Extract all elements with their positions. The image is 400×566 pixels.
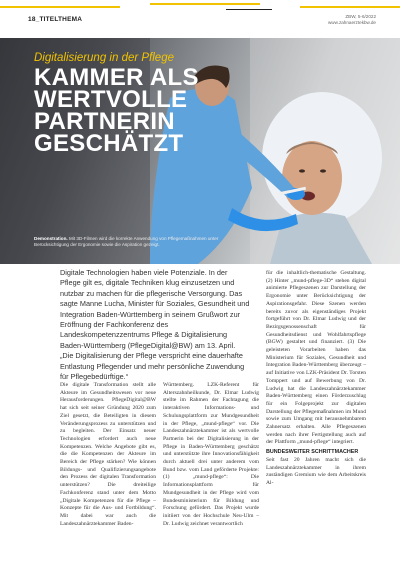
body-column-3 — [266, 270, 366, 488]
caption-text: Mit 3D-Filmen wird die korrekte Anwendung von Pflegemaßnahmen unter Berücksichtigung der Ergonomie sowie die Aspiration gezeigt. — [34, 236, 219, 247]
decor-line — [150, 3, 260, 5]
headline-line: GESCHÄTZT — [34, 130, 184, 157]
body-text: Württemberg. LZK-Referent für Alterszahnheilkunde, Dr. Elmar Ludwig stellte im Rahmen der Fachtagung die interaktiven Informations- und Schulungsplattform zur Mundgesundheit in der Pflege, „mund-pflege“ vor. Die Landeszahnärztekammer ist als wertvolle Partnerin bei der Digitalisierung in der Pflege in Baden-Württemberg geschätzt und unterstützte ihre Innovationsfähigkeit durch aktuell drei unter anderem vom Bund bzw. vom Land geförderte Projekte: (1) „mund-pflege“: Die Informationsplattform für Mundgesundheit in der Pflege wird vom Bundesministerium für Bildung und Forschung gefördert. Das Projekt wurde initiiert von der Hochschule Neu-Ulm – Dr. Ludwig zeichnet verantwortlich — [163, 382, 259, 527]
body-text: Seit fast 20 Jahren macht sich die Landeszahnärztekammer in ihrem zuständigen Gremium wie dem Arbeitskreis Al- — [266, 456, 366, 486]
body-column-2 — [163, 382, 259, 528]
headline — [34, 64, 199, 157]
headline-line: KAMMER ALS — [34, 64, 199, 91]
headline-line: PARTNERIN — [34, 108, 175, 135]
decor-line — [226, 9, 272, 10]
headline-line: WERTVOLLE — [34, 86, 188, 113]
body-text: Die digitale Transformation stellt alle Akteure im Gesundheitswesen vor neue Herausforderungen. PflegeDigital@BW hat sich seit seiner Gründung 2020 zum Ziel gesetzt, die Beteiligten in diesem Veränderungsprozess zu unterstützen und zu begleiten. Der Einsatz neuer Technologien erfordert auch neue Kompetenzen. Welche Angebote gibt es, die die Kompetenzen der Akteure im Bereich der Pflege stärken? Wie können Bildungs- und Qualifizierungsangebote den Prozess der digitalen Transformation unterstützen? Die dreiteilige Fachkonferenz stand unter dem Motto „Digitale Kompetenzen für die Pflege – Konzepte für die Aus- und Fortbildung“. Mit dabei war auch die Landeszahnärztekammer Baden- — [60, 382, 156, 527]
website-label: www.zahnaerztekbw.de — [327, 20, 376, 25]
decor-line — [300, 6, 400, 8]
page-meta — [328, 14, 376, 26]
subheading: BUNDESWEITER SCHRITTMACHER — [266, 449, 359, 456]
image-caption — [34, 236, 239, 248]
hero-image — [0, 38, 400, 264]
body-column-1 — [60, 382, 156, 528]
issue-label: ZBW, 5-6/2022 — [345, 14, 376, 19]
page-header — [0, 0, 400, 40]
kicker: Digitalisierung in der Pflege — [34, 52, 174, 64]
lead-paragraph: Digitale Technologien haben viele Potenziale. In der Pflege gilt es, digitale Techniken klug einzusetzen und nutzbar zu machen für die pflegerische Versorgung. Das sagte Manne Lucha, Minister für Soziales, Gesundheit und Integration Baden-Württemberg in seinem Grußwort zur Eröffnung der Fachkonferenz des Landeskompetenzzentrums Pflege & Digitalisierung Baden-Württemberg (PflegeDigital@BW) am 13. April. „Die Digitalisierung der Pflege verspricht eine dauerhafte Entlastung Pflegender und mehr persönliche Zuwendung für Pflegebedürftige.“ — [60, 268, 250, 382]
caption-title: Demonstration. — [34, 236, 68, 241]
decor-line — [0, 6, 120, 8]
section-label: 18_TITELTHEMA — [28, 16, 83, 23]
body-text: für die inhaltlich-thematische Gestaltung. (2) Hinter „mund-pflege-3D“ stehen digital animierte Pflegeszenen zur Darstellung der Ergonomie unter Berücksichtigung der Aspirationsgefahr. Diese Szenen werden bereits zuvor als eigenständiges Projekt fortgeführt von Dr. Elmar Ludwig und der Bezirgsgenossenschaft für Gesundheitsdienst und Wohlfahrtspflege (BGW) gestaltet und finanziert. (3) Die geleisteten Vorarbeiten haben das Ministerium für Soziales, Gesundheit und Integration Baden-Württemberg überzeugt – auf Initiative von LZK-Präsident Dr. Torsten Tomppert und auf Bewerbung von Dr. Ludwig hat die Landeszahnärztekammer Baden-Württemberg einen Förderzuschlag für ein Folgeprojekt zur digitalen Darstellung der Pflegemaßnahmen im Mund sowie zum Umgang mit herausnehmbarem Zahnersatz erhalten. Alle Pflegeszenen werden nach ihrer Fertigstellung auch auf der Plattform „mund-pflege“ integriert. — [266, 270, 366, 446]
